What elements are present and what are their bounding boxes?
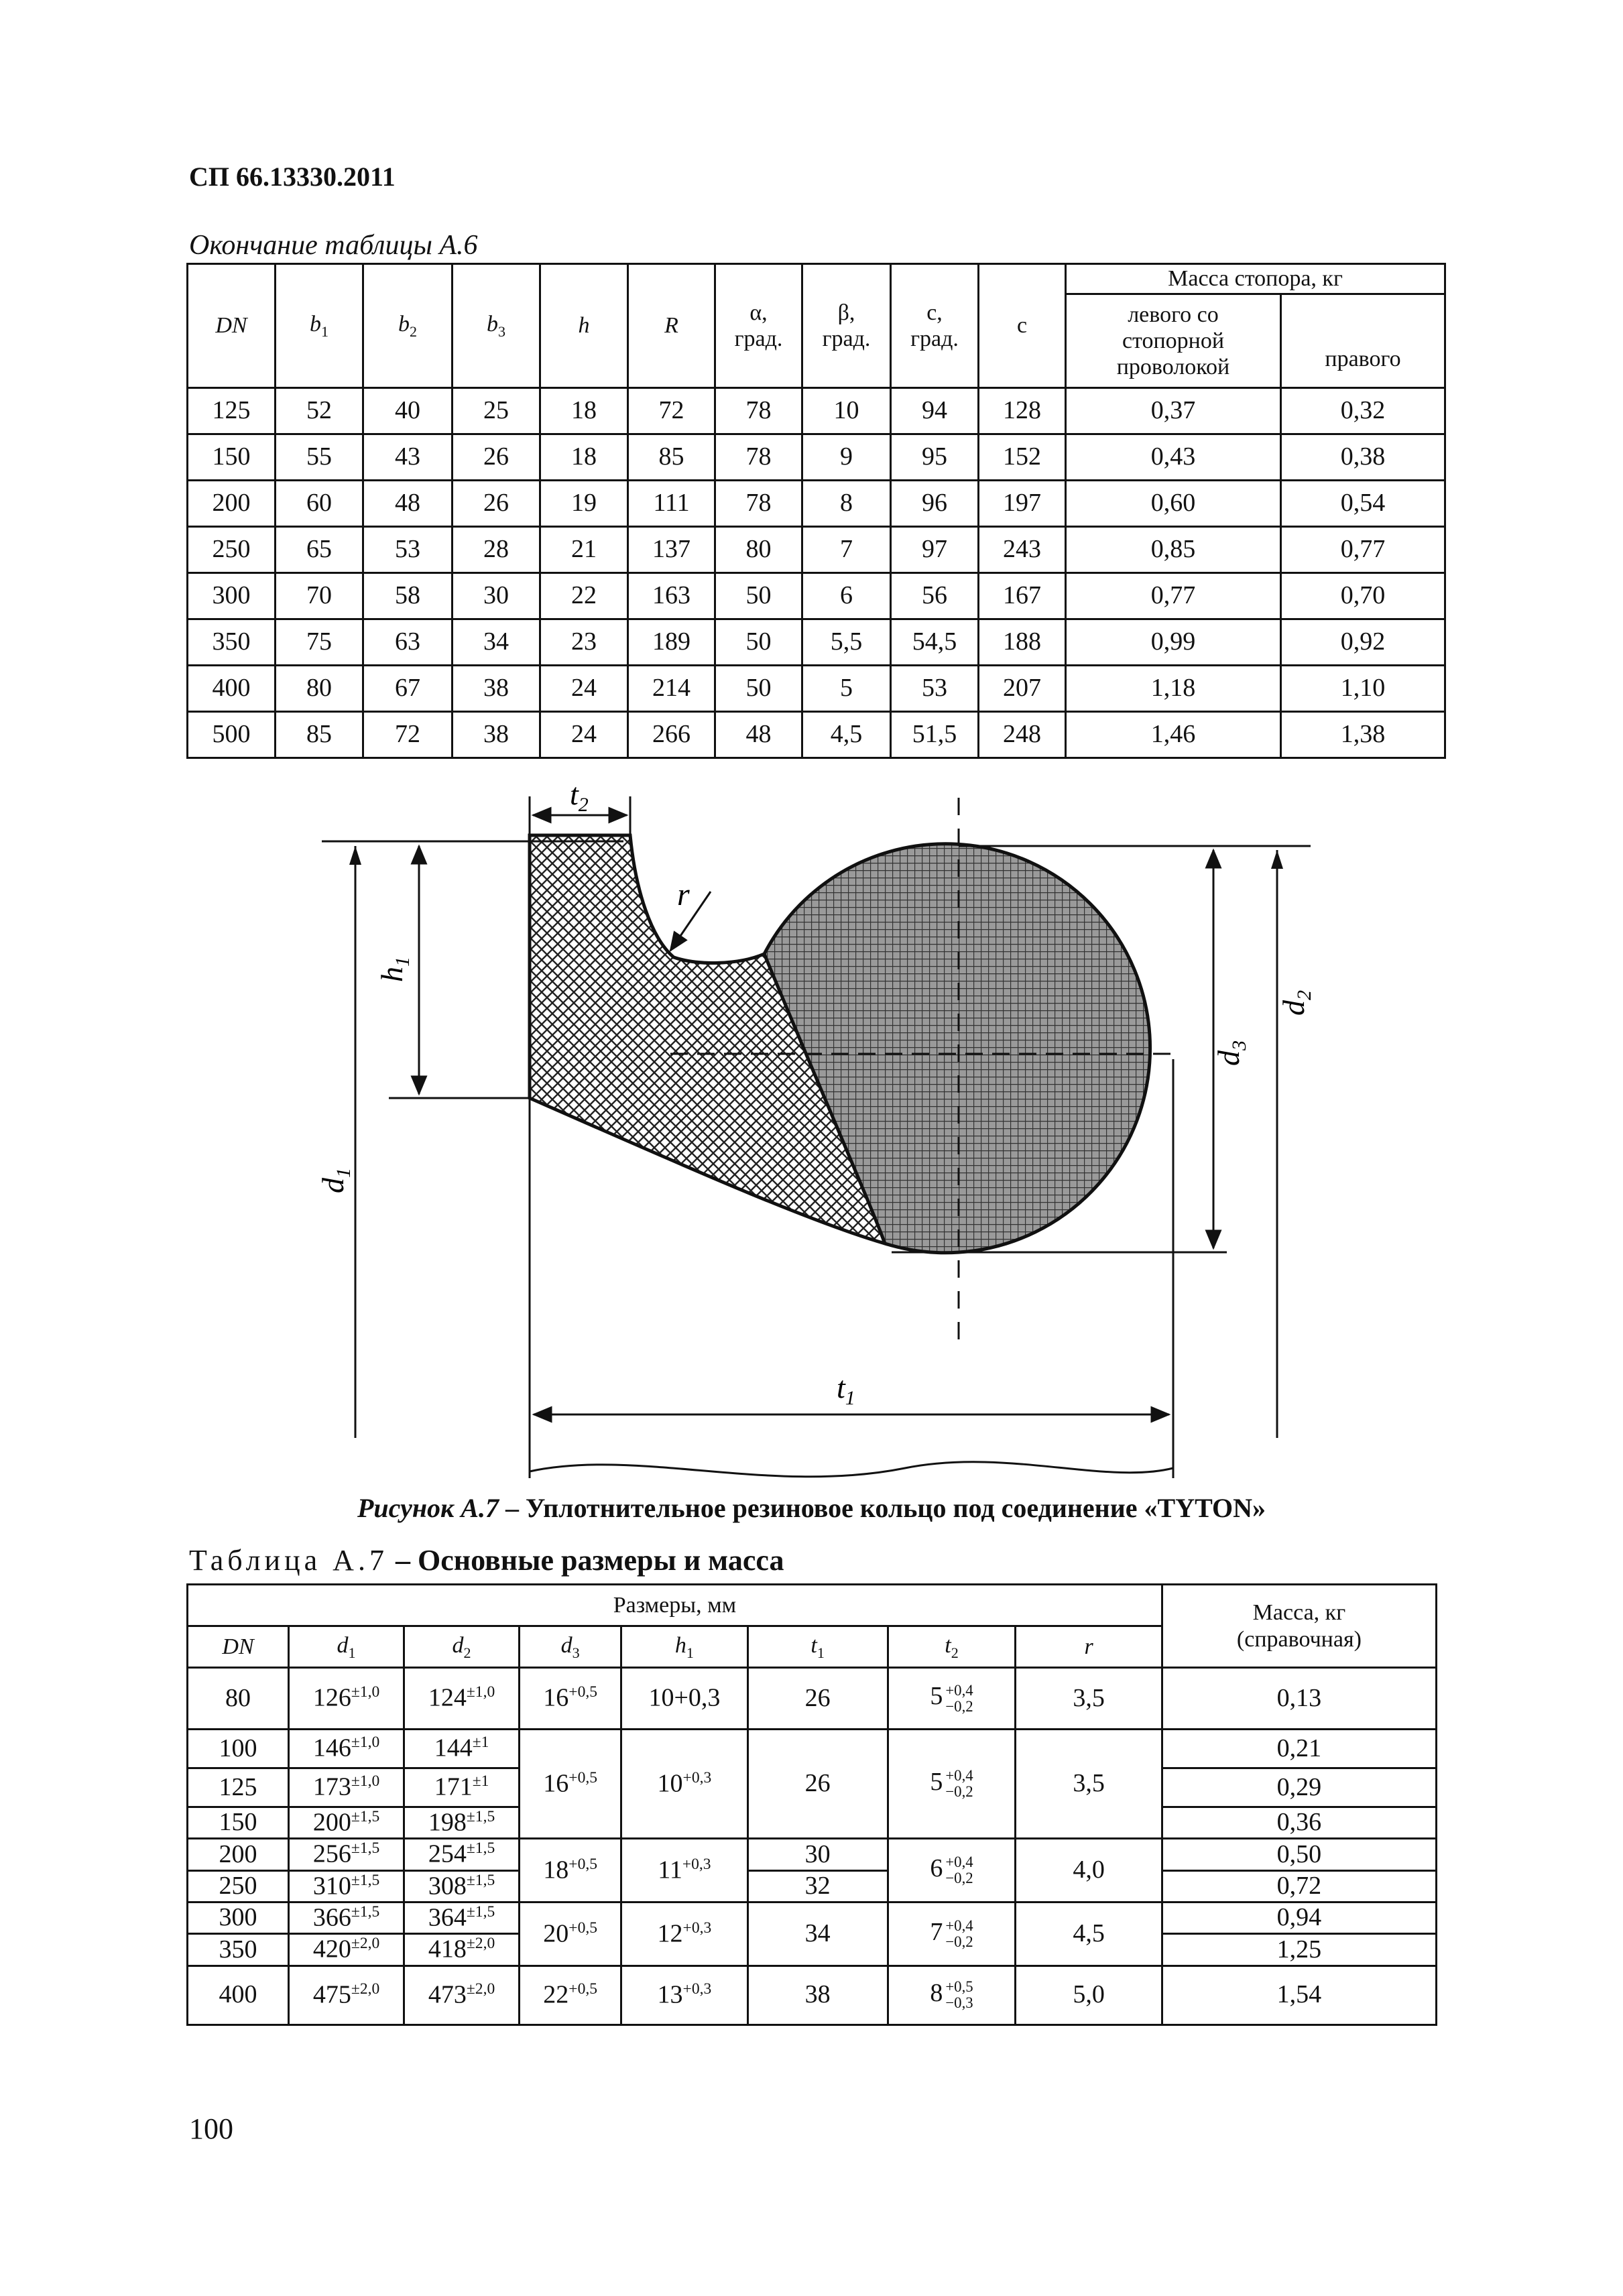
table-cell: 0,32 [1281, 388, 1445, 434]
cell-d3-value: 20 [543, 1919, 569, 1948]
table-cell: 24 [540, 666, 628, 712]
header-a7-t2: $t_2$ [888, 1626, 1016, 1668]
table-row [188, 1668, 1437, 1730]
table-cell: 266 [628, 712, 715, 758]
cell-d1 [289, 1870, 404, 1902]
header-alpha: α, град. [715, 264, 802, 388]
table-row [188, 1870, 1437, 1902]
cell-d3-tolerance: +0,5 [568, 1769, 598, 1787]
table-cell: 53 [891, 666, 979, 712]
cell-d1 [289, 1768, 404, 1807]
cell-mass: 0,13 [1162, 1668, 1436, 1730]
cell-d3-value: 22 [543, 1980, 569, 2009]
table-cell: 5 [802, 666, 891, 712]
cell-mass: 1,25 [1162, 1934, 1436, 1966]
header-a7-r: r [1016, 1626, 1162, 1668]
table-cell: 207 [979, 666, 1066, 712]
cell-d3-value: 16 [543, 1769, 569, 1798]
table-cell: 52 [276, 388, 363, 434]
cell-d1-value: 173 [312, 1772, 351, 1801]
cell-d2-value: 473 [428, 1980, 467, 2009]
table-cell: 500 [188, 712, 276, 758]
table-cell: 60 [276, 481, 363, 527]
cell-t1: 38 [747, 1966, 888, 2025]
table-a6-caption: Окончание таблицы А.6 [189, 230, 478, 261]
table-cell: 63 [363, 619, 453, 666]
table-cell: 188 [979, 619, 1066, 666]
cell-d2 [404, 1839, 520, 1870]
page-header: СП 66.13330.2011 [189, 162, 396, 192]
table-cell: 7 [802, 527, 891, 573]
header-a7-d1: $d_1$ [289, 1626, 404, 1668]
cell-d2 [404, 1902, 520, 1934]
label-d3: $d_3$ [1211, 1040, 1250, 1066]
table-cell: 26 [453, 434, 540, 481]
table-cell: 48 [715, 712, 802, 758]
cell-d3-value: 16 [543, 1683, 569, 1712]
table-cell: 70 [276, 573, 363, 619]
cell-h1-value: 13 [657, 1980, 683, 2009]
table-cell: 167 [979, 573, 1066, 619]
table-row [188, 1730, 1437, 1768]
cell-h1 [621, 1730, 747, 1839]
t2-lower: −0,2 [945, 1783, 973, 1801]
table-cell: 50 [715, 666, 802, 712]
table-cell: 0,85 [1066, 527, 1281, 573]
t2-upper: +0,4 [945, 1854, 973, 1871]
table-cell: 4,5 [802, 712, 891, 758]
table-cell: 0,38 [1281, 434, 1445, 481]
table-cell: 18 [540, 388, 628, 434]
table-cell: 48 [363, 481, 453, 527]
cell-mass: 0,29 [1162, 1768, 1436, 1807]
table-cell: 72 [628, 388, 715, 434]
cell-d1-value: 420 [312, 1935, 351, 1964]
cell-dn: 200 [188, 1839, 289, 1870]
t2-value: 5 [930, 1682, 943, 1711]
t2-tolerance [945, 1979, 973, 2011]
header-a7-t1: $t_1$ [747, 1626, 888, 1668]
table-cell: 0,43 [1066, 434, 1281, 481]
table-cell: 94 [891, 388, 979, 434]
cell-d1-tolerance: ±2,0 [351, 1935, 380, 1953]
cell-d2-value: 308 [428, 1872, 467, 1900]
cell-d1 [289, 1668, 404, 1730]
table-cell: 28 [453, 527, 540, 573]
cell-d1-value: 366 [312, 1903, 351, 1932]
header-a7-h1: $h_1$ [621, 1626, 747, 1668]
table-cell: 197 [979, 481, 1066, 527]
cell-d1 [289, 1934, 404, 1966]
cell-d1 [289, 1807, 404, 1839]
label-r: r [677, 877, 690, 912]
cell-d1-tolerance: ±1,0 [351, 1772, 380, 1791]
table-cell: 65 [276, 527, 363, 573]
header-beta: β, град. [802, 264, 891, 388]
table-a7 [186, 1583, 1437, 2026]
table-cell: 21 [540, 527, 628, 573]
cell-d2 [404, 1730, 520, 1768]
table-cell: 97 [891, 527, 979, 573]
cell-r: 5,0 [1016, 1966, 1162, 2025]
table-cell: 163 [628, 573, 715, 619]
cell-d2-value: 364 [428, 1903, 467, 1932]
cell-d1-tolerance: ±2,0 [351, 1980, 380, 1998]
cell-d2-tolerance: ±2,0 [466, 1935, 495, 1953]
cell-h1-value: 11 [658, 1856, 682, 1884]
table-cell: 55 [276, 434, 363, 481]
table-cell: 34 [453, 619, 540, 666]
cell-d1 [289, 1966, 404, 2025]
cell-d2-value: 198 [428, 1808, 467, 1837]
cell-r: 3,5 [1016, 1668, 1162, 1730]
table-cell: 0,70 [1281, 573, 1445, 619]
table-cell: 0,99 [1066, 619, 1281, 666]
cell-d2 [404, 1966, 520, 2025]
table-cell: 40 [363, 388, 453, 434]
cell-r: 4,0 [1016, 1839, 1162, 1902]
table-cell: 1,38 [1281, 712, 1445, 758]
header-a7-d3: $d_3$ [520, 1626, 621, 1668]
header-mass-right: правого [1281, 294, 1445, 388]
header-c-italic: c, град. [891, 264, 979, 388]
table-cell: 189 [628, 619, 715, 666]
cell-d3-value: 18 [543, 1856, 569, 1884]
t2-value: 7 [930, 1917, 943, 1946]
cell-d1-value: 256 [312, 1840, 351, 1868]
t2-upper: +0,4 [945, 1917, 973, 1935]
cell-mass: 0,36 [1162, 1807, 1436, 1839]
table-cell: 78 [715, 388, 802, 434]
cell-d2-tolerance: ±1 [472, 1734, 489, 1752]
cell-d2-value: 418 [428, 1935, 467, 1964]
table-row [188, 1902, 1437, 1934]
t2-lower: −0,2 [945, 1697, 973, 1715]
cell-h1-tolerance: +0,3 [682, 1769, 712, 1787]
table-cell: 18 [540, 434, 628, 481]
cell-t1: 26 [747, 1730, 888, 1839]
cell-r: 4,5 [1016, 1902, 1162, 1966]
table-cell: 300 [188, 573, 276, 619]
table-cell: 400 [188, 666, 276, 712]
table-cell: 38 [453, 666, 540, 712]
page-number: 100 [189, 2112, 233, 2145]
cell-mass: 0,72 [1162, 1870, 1436, 1902]
cell-d1-value: 475 [312, 1980, 351, 2009]
cell-d1 [289, 1839, 404, 1870]
cell-d3-tolerance: +0,5 [568, 1919, 598, 1937]
cell-t2 [888, 1668, 1016, 1730]
label-t2: $t_2$ [570, 777, 589, 816]
table-cell: 248 [979, 712, 1066, 758]
table-cell: 0,54 [1281, 481, 1445, 527]
cell-d2 [404, 1668, 520, 1730]
table-cell: 152 [979, 434, 1066, 481]
header-b2: $b_2$ [363, 264, 453, 388]
header-c: c [979, 264, 1066, 388]
cell-d3-tolerance: +0,5 [568, 1683, 598, 1701]
cell-dn: 300 [188, 1902, 289, 1934]
cell-dn: 150 [188, 1807, 289, 1839]
header-h: h [540, 264, 628, 388]
table-cell: 54,5 [891, 619, 979, 666]
cell-dn: 125 [188, 1768, 289, 1807]
table-cell: 0,77 [1281, 527, 1445, 573]
table-cell: 243 [979, 527, 1066, 573]
table-cell: 22 [540, 573, 628, 619]
table-cell: 25 [453, 388, 540, 434]
cell-d2-tolerance: ±1 [472, 1772, 489, 1791]
cell-mass: 1,54 [1162, 1966, 1436, 2025]
cell-d1-tolerance: ±1,5 [351, 1839, 380, 1858]
cell-h1 [621, 1668, 747, 1730]
t2-upper: +0,4 [945, 1767, 973, 1785]
label-d1: $d_1$ [316, 1168, 355, 1193]
t2-tolerance [945, 1683, 973, 1715]
cell-d1-tolerance: ±1,0 [351, 1734, 380, 1752]
cell-d1-value: 126 [312, 1683, 351, 1712]
cell-d2-value: 254 [428, 1840, 467, 1868]
cell-d3 [520, 1668, 621, 1730]
cell-d1-value: 200 [312, 1808, 351, 1837]
cell-d3-tolerance: +0,5 [568, 1980, 598, 1998]
cell-h1 [621, 1966, 747, 2025]
cell-mass: 0,94 [1162, 1902, 1436, 1934]
cell-mass: 0,50 [1162, 1839, 1436, 1870]
table-cell: 30 [453, 573, 540, 619]
cell-d2 [404, 1870, 520, 1902]
cell-t2 [888, 1966, 1016, 2025]
cell-d2-value: 124 [428, 1683, 467, 1712]
table-cell: 38 [453, 712, 540, 758]
header-b1: $b_1$ [276, 264, 363, 388]
table-cell: 43 [363, 434, 453, 481]
cell-d1-value: 310 [312, 1872, 351, 1900]
header-mass-left: левого со стопорной проволокой [1066, 294, 1281, 388]
table-cell: 75 [276, 619, 363, 666]
cell-dn: 250 [188, 1870, 289, 1902]
table-cell: 350 [188, 619, 276, 666]
table-cell: 0,77 [1066, 573, 1281, 619]
cell-t2 [888, 1839, 1016, 1902]
table-cell: 51,5 [891, 712, 979, 758]
table-cell: 24 [540, 712, 628, 758]
table-cell: 80 [715, 527, 802, 573]
table-cell: 85 [628, 434, 715, 481]
table-cell: 50 [715, 573, 802, 619]
cell-d2-value: 144 [434, 1734, 473, 1762]
table-row [188, 1839, 1437, 1870]
table-cell: 85 [276, 712, 363, 758]
figure-a7-caption: Рисунок А.7 – Уплотнительное резиновое кольцо под соединение «TYTON» [357, 1493, 1266, 1523]
cell-d2-tolerance: ±1,0 [466, 1683, 495, 1701]
header-dn: DN [188, 264, 276, 388]
cell-dn: 100 [188, 1730, 289, 1768]
label-t1: $t_1$ [837, 1370, 855, 1409]
t2-value: 6 [930, 1854, 943, 1883]
cell-d3-tolerance: +0,5 [568, 1856, 598, 1874]
cell-t1: 26 [747, 1668, 888, 1730]
cell-d3 [520, 1839, 621, 1902]
header-a7-d2: $d_2$ [404, 1626, 520, 1668]
table-cell: 6 [802, 573, 891, 619]
cell-d2 [404, 1934, 520, 1966]
cell-h1-value: 10+0,3 [648, 1683, 721, 1712]
cell-h1 [621, 1839, 747, 1902]
cell-h1-value: 10 [657, 1769, 683, 1798]
table-a7-caption: Таблица А.7 – Основные размеры и масса [189, 1544, 784, 1577]
table-cell: 50 [715, 619, 802, 666]
table-cell: 9 [802, 434, 891, 481]
cell-t2 [888, 1730, 1016, 1839]
header-a7-dn: DN [188, 1626, 289, 1668]
table-a7-body [188, 1668, 1437, 2025]
t2-tolerance [945, 1854, 973, 1886]
table-cell: 111 [628, 481, 715, 527]
cell-dn: 400 [188, 1966, 289, 2025]
cell-h1-tolerance: +0,3 [682, 1919, 712, 1937]
table-cell: 128 [979, 388, 1066, 434]
cell-d2-tolerance: ±1,5 [466, 1903, 495, 1921]
cell-d2-tolerance: ±2,0 [466, 1980, 495, 1998]
cell-d2-tolerance: ±1,5 [466, 1839, 495, 1858]
header-R: R [628, 264, 715, 388]
table-cell: 0,37 [1066, 388, 1281, 434]
table-cell: 200 [188, 481, 276, 527]
cell-h1-tolerance: +0,3 [682, 1856, 711, 1874]
table-cell: 250 [188, 527, 276, 573]
cell-d2 [404, 1768, 520, 1807]
cell-t1: 30 [747, 1839, 888, 1870]
t2-lower: −0,2 [945, 1870, 973, 1887]
cell-d1-tolerance: ±1,5 [351, 1808, 380, 1825]
table-cell: 1,10 [1281, 666, 1445, 712]
t2-value: 5 [930, 1768, 943, 1797]
t2-tolerance [945, 1768, 973, 1800]
cell-d3 [520, 1730, 621, 1839]
cell-d3 [520, 1966, 621, 2025]
cell-r: 3,5 [1016, 1730, 1162, 1839]
label-h1: $h_1$ [375, 957, 414, 982]
table-row [188, 1966, 1437, 2025]
cell-t2 [888, 1902, 1016, 1966]
header-mass: Масса, кг (справочная) [1162, 1585, 1436, 1668]
table-cell: 58 [363, 573, 453, 619]
cell-d2-tolerance: ±1,5 [466, 1808, 495, 1825]
table-cell: 1,46 [1066, 712, 1281, 758]
t2-lower: −0,3 [945, 1994, 973, 2012]
table-cell: 0,60 [1066, 481, 1281, 527]
t2-upper: +0,4 [945, 1681, 973, 1699]
cell-d1 [289, 1902, 404, 1934]
t2-tolerance [945, 1918, 973, 1950]
label-d2: $d_2$ [1276, 990, 1315, 1016]
cell-d2-value: 171 [434, 1772, 473, 1801]
table-cell: 78 [715, 434, 802, 481]
table-cell: 214 [628, 666, 715, 712]
table-cell: 1,18 [1066, 666, 1281, 712]
cell-d1-tolerance: ±1,0 [351, 1683, 380, 1701]
table-cell: 19 [540, 481, 628, 527]
cell-h1-value: 12 [657, 1919, 683, 1948]
table-cell: 78 [715, 481, 802, 527]
table-cell: 125 [188, 388, 276, 434]
table-cell: 150 [188, 434, 276, 481]
table-cell: 67 [363, 666, 453, 712]
table-cell: 0,92 [1281, 619, 1445, 666]
cell-d1 [289, 1730, 404, 1768]
table-cell: 26 [453, 481, 540, 527]
cell-d3 [520, 1902, 621, 1966]
cell-d1-value: 146 [312, 1734, 351, 1762]
cell-d2-tolerance: ±1,5 [466, 1871, 495, 1889]
cell-d2 [404, 1807, 520, 1839]
cell-t1: 32 [747, 1870, 888, 1902]
table-cell: 80 [276, 666, 363, 712]
header-b3: $b_3$ [453, 264, 540, 388]
cell-h1-tolerance: +0,3 [682, 1980, 712, 1998]
table-cell: 53 [363, 527, 453, 573]
t2-upper: +0,5 [945, 1978, 973, 1996]
cell-t1: 34 [747, 1902, 888, 1966]
table-cell: 10 [802, 388, 891, 434]
cell-dn: 80 [188, 1668, 289, 1730]
cell-mass: 0,21 [1162, 1730, 1436, 1768]
table-cell: 56 [891, 573, 979, 619]
cell-d1-tolerance: ±1,5 [351, 1871, 380, 1889]
header-dims-group: Размеры, мм [188, 1585, 1162, 1626]
table-cell: 5,5 [802, 619, 891, 666]
table-cell: 137 [628, 527, 715, 573]
table-cell: 72 [363, 712, 453, 758]
cell-h1 [621, 1902, 747, 1966]
t2-lower: −0,2 [945, 1933, 973, 1951]
table-cell: 96 [891, 481, 979, 527]
t2-value: 8 [930, 1979, 943, 2008]
table-cell: 8 [802, 481, 891, 527]
table-cell: 23 [540, 619, 628, 666]
cell-d1-tolerance: ±1,5 [351, 1903, 380, 1921]
table-cell: 95 [891, 434, 979, 481]
header-mass-group: Масса стопора, кг [1066, 264, 1445, 294]
cell-dn: 350 [188, 1934, 289, 1966]
